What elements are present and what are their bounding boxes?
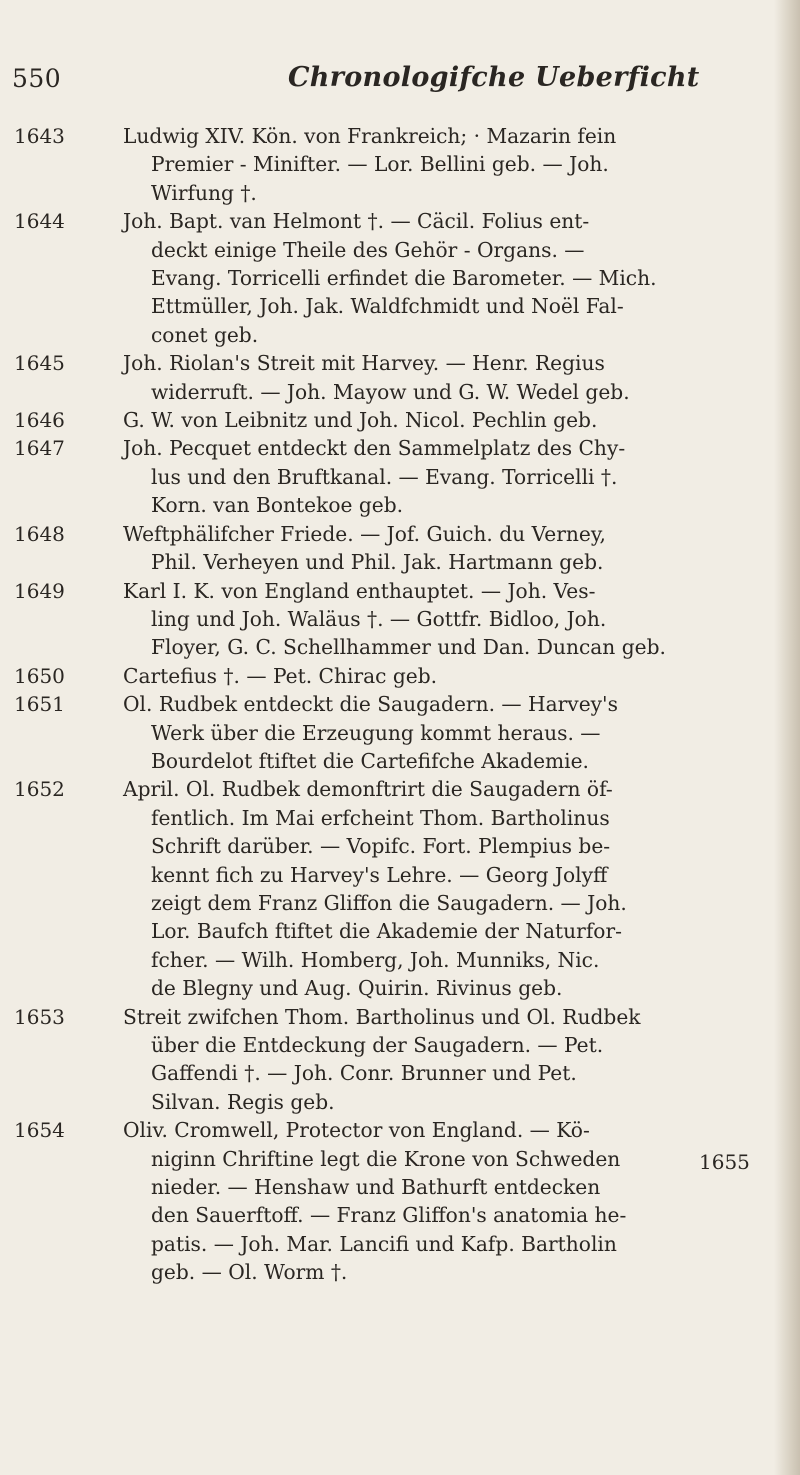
entry-text-line: Werk über die Erzeugung kommt heraus. — [151, 720, 601, 745]
entry-year: 1654 [14, 1118, 65, 1143]
entry-text-line: Floyer, G. C. Schellhammer und Dan. Duncan geb. [151, 635, 666, 660]
entry-text-line: den Sauerftoff. — Franz Gliffon's anatomia he- [151, 1203, 627, 1228]
chronology-entry [14, 690, 754, 775]
entry-text-line: Silvan. Regis geb. [151, 1089, 335, 1114]
entry-text-line: Joh. Pecquet entdeckt den Sammelplatz des Chy- [123, 436, 626, 461]
entry-text-line: Evang. Torricelli erfindet die Barometer. — Mich. [151, 266, 657, 291]
entry-text-line: widerruft. — Joh. Mayow und G. W. Wedel geb. [151, 379, 630, 404]
entry-text-line: Karl I. K. von England enthauptet. — Joh. Ves- [123, 578, 596, 603]
entry-year: 1649 [14, 578, 65, 603]
entry-text-line: Streit zwifchen Thom. Bartholinus und Ol. Rudbek [123, 1004, 641, 1029]
entry-text-line: lus und den Bruftkanal. — Evang. Torricelli †. [151, 464, 618, 489]
entry-year: 1651 [14, 692, 65, 717]
chronology-entry [14, 122, 754, 207]
entry-year: 1650 [14, 663, 65, 688]
chronology-entry [14, 1003, 754, 1117]
entry-text-line: nieder. — Henshaw und Bathurft entdecken [151, 1175, 601, 1200]
entry-text-line: de Blegny und Aug. Quirin. Rivinus geb. [151, 976, 563, 1001]
entry-text-line: Ol. Rudbek entdeckt die Saugadern. — Harvey's [123, 692, 618, 717]
entry-year: 1644 [14, 209, 65, 234]
entry-text-line: conet geb. [151, 322, 259, 347]
entry-year: 1653 [14, 1004, 65, 1029]
entry-text-line: Ettmüller, Joh. Jak. Waldfchmidt und Noël Fal- [151, 294, 624, 319]
entry-text-line: Joh. Bapt. van Helmont †. — Cäcil. Folius ent- [123, 209, 590, 234]
entry-text-line: Bourdelot ftiftet die Cartefifche Akademie. [151, 748, 589, 773]
entry-text-line: Joh. Riolan's Streit mit Harvey. — Henr. Regius [123, 351, 605, 376]
entry-text-line: fcher. — Wilh. Homberg, Joh. Munniks, Nic. [151, 947, 600, 972]
entry-text-line: kennt fich zu Harvey's Lehre. — Georg Jolyff [151, 862, 608, 887]
chronology-entry [14, 520, 754, 577]
entry-text-line: April. Ol. Rudbek demonftrirt die Saugadern öf- [123, 777, 613, 802]
catchword: 1655 [699, 1150, 750, 1174]
entry-year: 1647 [14, 436, 65, 461]
page-number: 550 [12, 64, 62, 93]
entry-text-line: ling und Joh. Waläus †. — Gottfr. Bidloo, Joh. [151, 606, 607, 631]
chronology-entry [14, 349, 754, 406]
entry-text-line: fentlich. Im Mai erfcheint Thom. Bartholinus [151, 805, 610, 830]
entry-year: 1648 [14, 521, 65, 546]
entry-year: 1645 [14, 351, 65, 376]
chronology-entry [14, 406, 754, 434]
entry-year: 1646 [14, 408, 65, 433]
chronology-entry [14, 775, 754, 1002]
chronology-entry [14, 434, 754, 519]
running-title: Chronologifche Ueberficht [288, 62, 700, 93]
entry-text-line: Cartefius †. — Pet. Chirac geb. [123, 663, 438, 688]
entry-text-line: Ludwig XIV. Kön. von Frankreich; · Mazarin fein [123, 124, 617, 148]
entry-year: 1643 [14, 124, 65, 148]
entry-text-line: Weftphälifcher Friede. — Jof. Guich. du Verney, [123, 521, 606, 546]
entry-year: 1652 [14, 777, 65, 802]
entry-text-line: niginn Chriftine legt die Krone von Schweden [151, 1146, 621, 1171]
entry-text-line: Gaffendi †. — Joh. Conr. Brunner und Pet. [151, 1061, 577, 1086]
entry-text-line: Schrift darüber. — Vopifc. Fort. Plempius be- [151, 834, 611, 859]
chronology-entries [14, 122, 754, 1287]
entry-text-line: Wirfung †. [151, 180, 257, 205]
entry-text-line: zeigt dem Franz Gliffon die Saugadern. — Joh. [151, 890, 627, 915]
entry-text-line: deckt einige Theile des Gehör - Organs. — [151, 237, 585, 262]
entry-text-line: Phil. Verheyen und Phil. Jak. Hartmann geb. [151, 550, 604, 575]
entry-text-line: Lor. Baufch ftiftet die Akademie der Naturfor- [151, 919, 622, 944]
entry-text-line: geb. — Ol. Worm †. [151, 1260, 348, 1285]
chronology-entry [14, 662, 754, 690]
entry-text-line: über die Entdeckung der Saugadern. — Pet. [151, 1033, 604, 1057]
chronology-entry [14, 577, 754, 662]
chronology-entry [14, 1116, 754, 1286]
entry-text-line: patis. — Joh. Mar. Lancifi und Kafp. Bartholin [151, 1231, 617, 1256]
entry-text-line: G. W. von Leibnitz und Joh. Nicol. Pechlin geb. [123, 408, 598, 433]
page-edge-shadow [774, 0, 800, 1475]
chronology-entry [14, 207, 754, 349]
entry-text-line: Korn. van Bontekoe geb. [151, 493, 404, 518]
entry-text-line: Oliv. Cromwell, Protector von England. — Kö- [123, 1118, 590, 1143]
entry-text-line: Premier - Minifter. — Lor. Bellini geb. — Joh. [151, 152, 609, 177]
